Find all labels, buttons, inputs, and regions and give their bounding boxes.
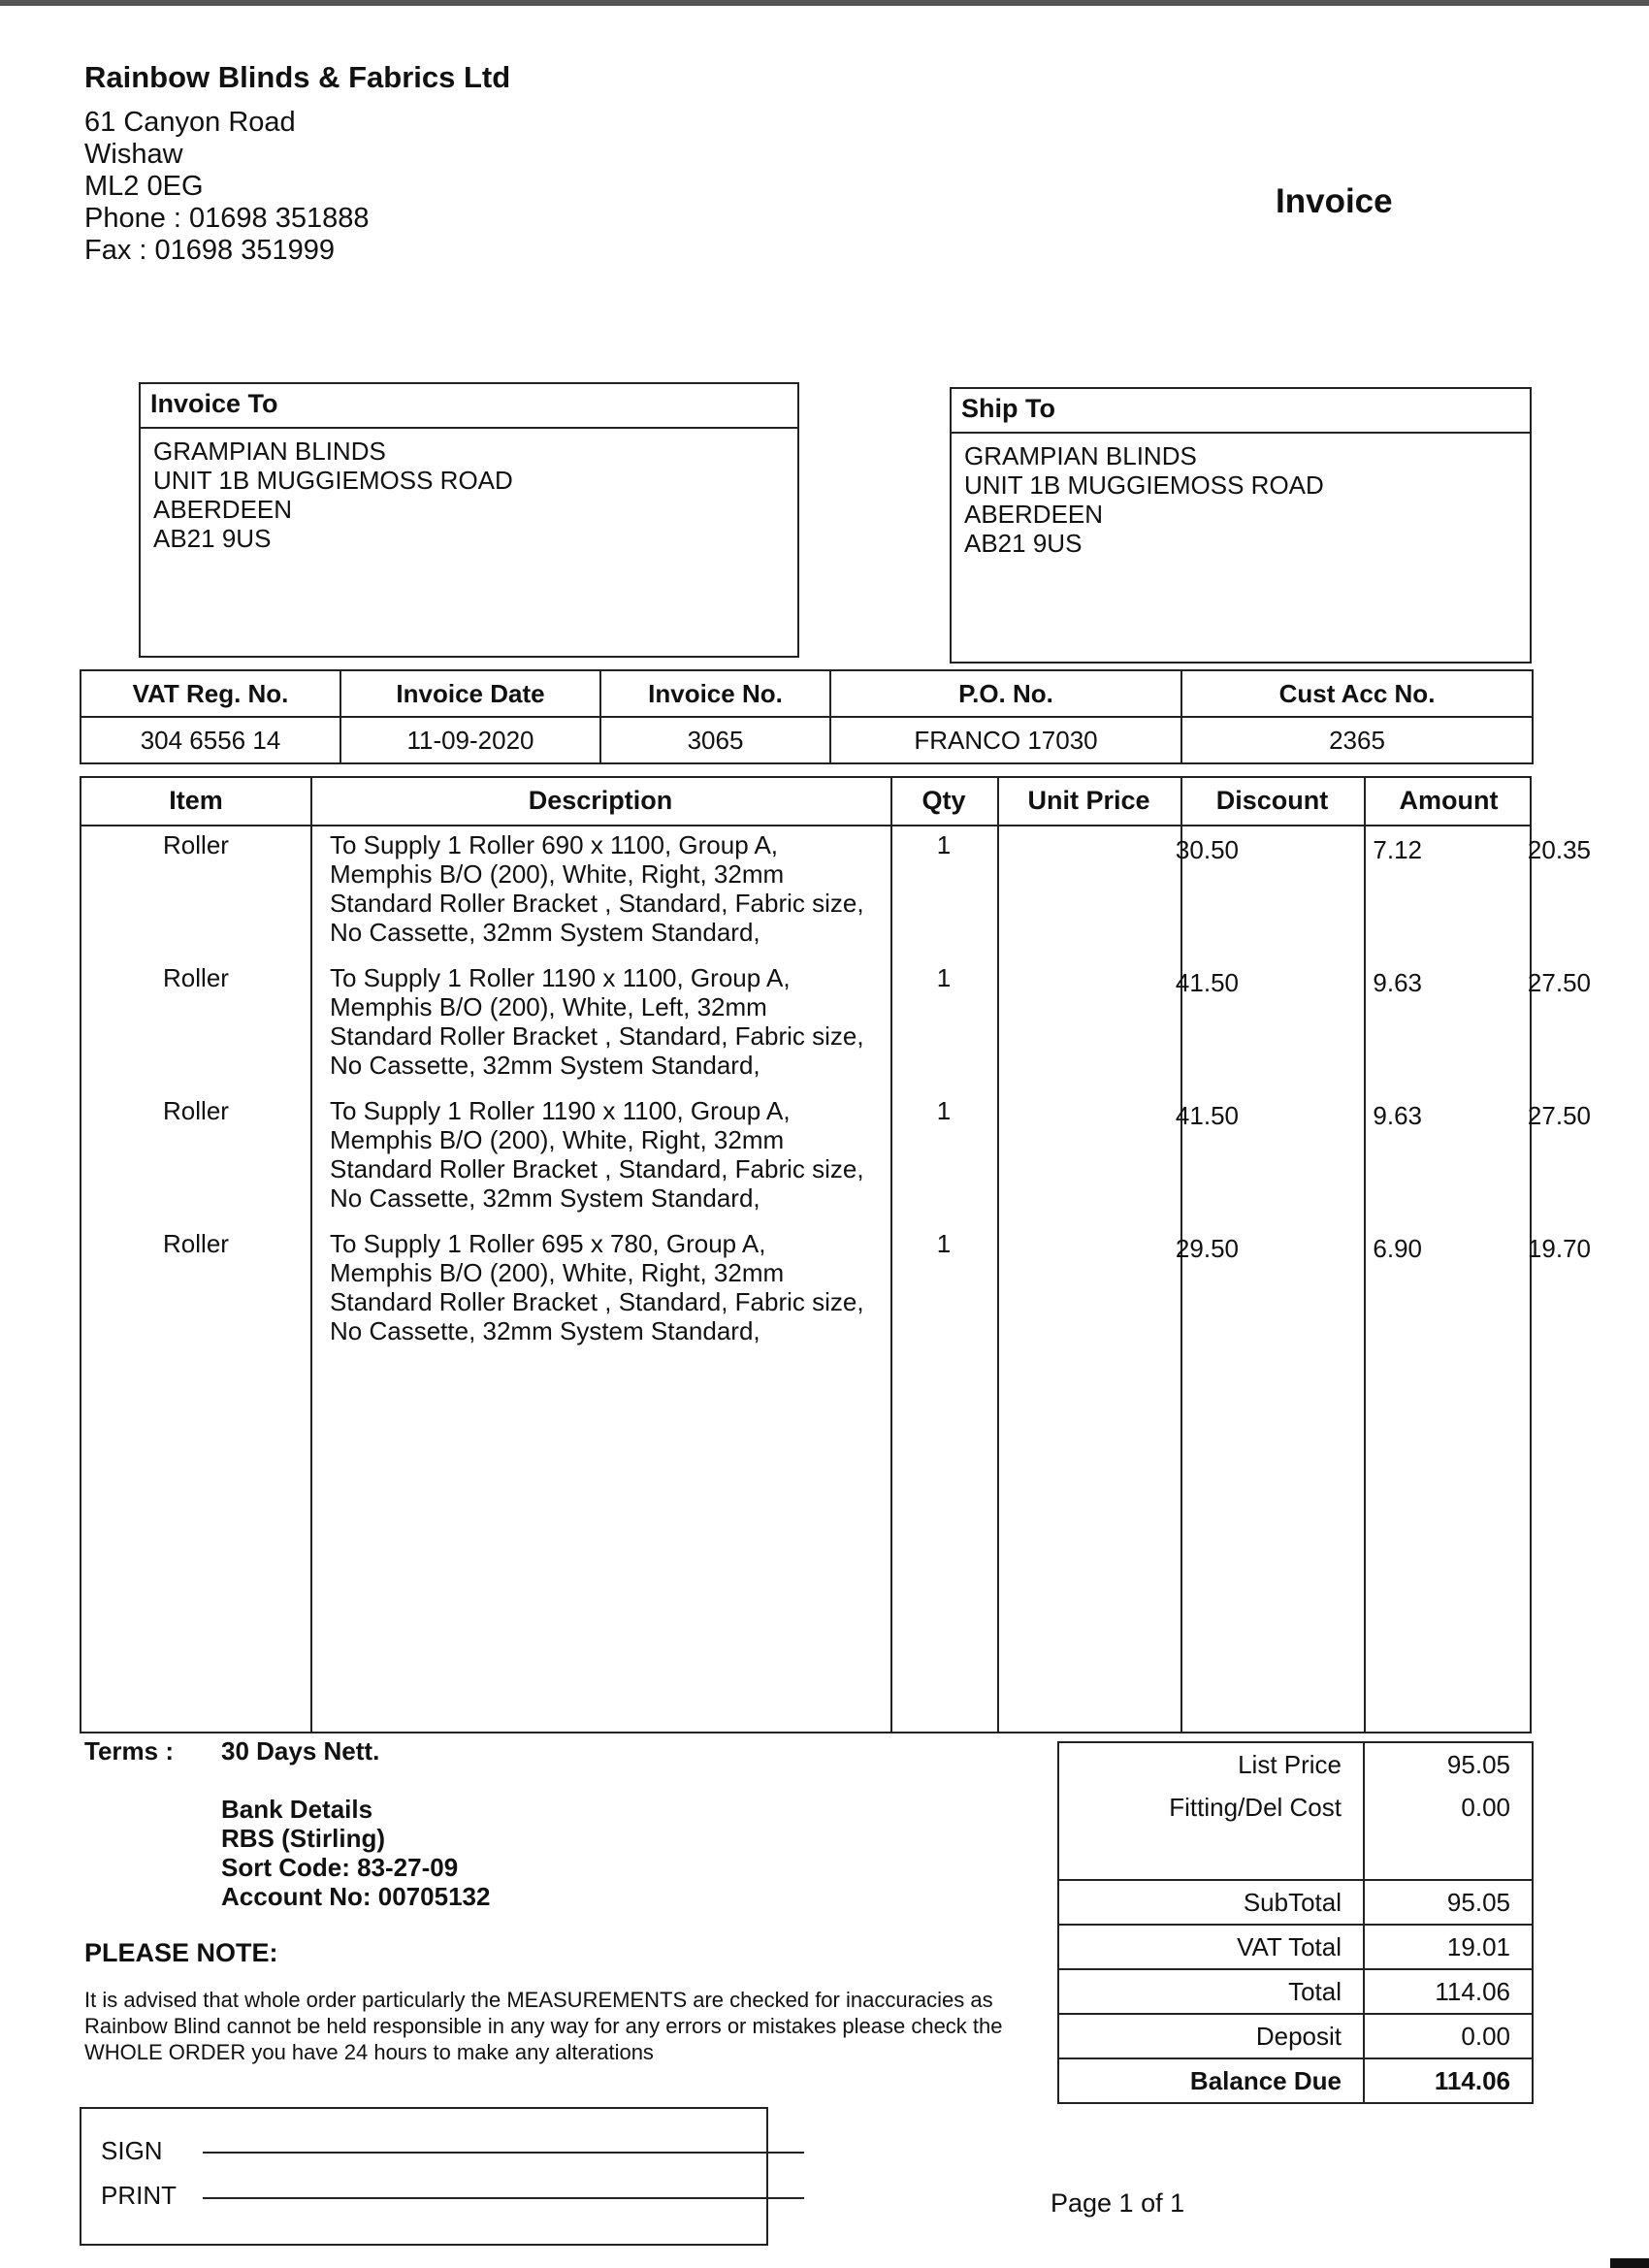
invoice-info-table: [80, 669, 1534, 764]
address-line: GRAMPIAN BLINDS: [964, 441, 1197, 470]
description-cell: [330, 1096, 970, 1213]
invoice-date-header: Invoice Date: [340, 670, 600, 717]
table-row: [81, 1229, 1591, 1362]
vat-reg-header: VAT Reg. No.: [81, 670, 340, 717]
company-name: Rainbow Blinds & Fabrics Ltd: [84, 60, 511, 94]
discount-header: Discount: [1215, 786, 1329, 815]
cust-acc-header: Cust Acc No.: [1181, 670, 1533, 717]
description-line: Memphis B/O (200), White, Left, 32mm: [330, 992, 767, 1021]
invoice-no-value: 3065: [600, 717, 830, 763]
total-label: Total: [1058, 1969, 1364, 2014]
qty-header: Qty: [922, 786, 966, 815]
fitting-value: 0.00: [1461, 1793, 1510, 1822]
total-value: 114.06: [1364, 1969, 1533, 2014]
unit-price-header: Unit Price: [1027, 786, 1150, 815]
address-line: ABERDEEN: [964, 500, 1104, 529]
unit-price-cell: 41.50: [1175, 968, 1239, 997]
invoice-no-header: Invoice No.: [600, 670, 830, 717]
note-text: It is advised that whole order particularly the MEASUREMENTS are checked for inaccuracies as Rainbow Blind cannot be held responsible in any way for any errors or mistakes please check the WHOLE ORDER you have 24 hours to make any alterations: [84, 1988, 1003, 2064]
terms-value: 30 Days Nett.: [221, 1736, 380, 1766]
bank-line: RBS (Stirling): [221, 1824, 385, 1853]
description-line: To Supply 1 Roller 690 x 1100, Group A,: [330, 830, 779, 859]
note-heading: PLEASE NOTE:: [84, 1938, 278, 1967]
list-price-value: 95.05: [1446, 1750, 1510, 1779]
description-line: No Cassette, 32mm System Standard,: [330, 1183, 760, 1213]
invoice-to-box: [139, 382, 799, 658]
address-line: ABERDEEN: [153, 495, 293, 524]
unit-price-cell: 29.50: [1175, 1234, 1239, 1263]
address-line: UNIT 1B MUGGIEMOSS ROAD: [964, 470, 1324, 500]
amount-cell: 20.35: [1527, 835, 1591, 864]
po-no-value: FRANCO 17030: [830, 717, 1181, 763]
charges-values: [1364, 1742, 1533, 1880]
phone-line: Phone : 01698 351888: [84, 203, 370, 234]
address-line: ML2 0EG: [84, 171, 204, 202]
po-no-header: P.O. No.: [830, 670, 1181, 717]
balance-row: [1058, 2058, 1533, 2103]
fax-line: Fax : 01698 351999: [84, 235, 335, 266]
ship-to-address: [952, 434, 1530, 558]
description-line: Memphis B/O (200), White, Right, 32mm: [330, 1258, 785, 1287]
address-line: GRAMPIAN BLINDS: [153, 437, 386, 466]
table-row: [81, 830, 1591, 963]
bank-line: Account No: 00705132: [221, 1882, 491, 1911]
address-line: UNIT 1B MUGGIEMOSS ROAD: [153, 466, 513, 495]
discount-cell: 9.63: [1373, 1101, 1422, 1130]
fitting-label: Fitting/Del Cost: [1169, 1793, 1342, 1822]
item-cell: Roller: [163, 830, 229, 859]
description-line: Memphis B/O (200), White, Right, 32mm: [330, 859, 785, 889]
balance-label: Balance Due: [1058, 2058, 1364, 2103]
document-title: Invoice: [1276, 182, 1393, 220]
address-line: AB21 9US: [964, 529, 1083, 558]
total-row: [1058, 1969, 1533, 2014]
charges-row: [1058, 1742, 1533, 1880]
subtotal-label: SubTotal: [1058, 1880, 1364, 1925]
vat-value: 19.01: [1364, 1925, 1533, 1969]
description-cell: [330, 1229, 970, 1345]
description-line: Standard Roller Bracket , Standard, Fabric size,: [330, 889, 864, 918]
discount-cell: 7.12: [1373, 835, 1422, 864]
table-row: [81, 1096, 1591, 1229]
invoice-to-label: Invoice To: [141, 384, 797, 429]
address-line: Wishaw: [84, 139, 183, 170]
deposit-label: Deposit: [1058, 2014, 1364, 2058]
description-line: To Supply 1 Roller 695 x 780, Group A,: [330, 1229, 766, 1258]
unit-price-cell: 30.50: [1175, 835, 1239, 864]
deposit-value: 0.00: [1364, 2014, 1533, 2058]
vat-row: [1058, 1925, 1533, 1969]
balance-value: 114.06: [1364, 2058, 1533, 2103]
items-table: [80, 776, 1591, 1733]
list-price-label: List Price: [1238, 1750, 1342, 1779]
scan-corner: [1610, 2258, 1649, 2268]
company-address: [84, 107, 370, 267]
qty-cell: 1: [936, 1096, 952, 1125]
invoice-to-address: [141, 429, 797, 553]
subtotal-value: 95.05: [1364, 1880, 1533, 1925]
description-cell: [330, 963, 970, 1080]
unit-price-cell: 41.50: [1175, 1101, 1239, 1130]
amount-header: Amount: [1399, 786, 1499, 815]
bank-line: Bank Details: [221, 1795, 373, 1824]
table-row: [81, 963, 1591, 1096]
charges-labels: [1058, 1742, 1364, 1880]
page-number: Page 1 of 1: [1051, 2188, 1185, 2218]
qty-cell: 1: [936, 1229, 952, 1258]
amount-cell: 19.70: [1527, 1234, 1591, 1263]
description-header: Description: [528, 786, 673, 815]
description-line: Standard Roller Bracket , Standard, Fabric size,: [330, 1287, 864, 1316]
info-value-row: [81, 717, 1533, 763]
discount-cell: 6.90: [1373, 1234, 1422, 1263]
discount-cell: 9.63: [1373, 968, 1422, 997]
description-line: No Cassette, 32mm System Standard,: [330, 1051, 760, 1080]
cust-acc-value: 2365: [1181, 717, 1533, 763]
description-line: To Supply 1 Roller 1190 x 1100, Group A,: [330, 963, 791, 992]
deposit-row: [1058, 2014, 1533, 2058]
signature-box: [80, 2107, 768, 2246]
amount-cell: 27.50: [1527, 968, 1591, 997]
vat-label: VAT Total: [1058, 1925, 1364, 1969]
item-cell: Roller: [163, 1096, 229, 1125]
bank-details: [221, 1795, 490, 1911]
vat-reg-value: 304 6556 14: [81, 717, 340, 763]
address-line: AB21 9US: [153, 524, 272, 553]
qty-cell: 1: [936, 963, 952, 992]
description-line: Standard Roller Bracket , Standard, Fabric size,: [330, 1154, 864, 1183]
subtotal-row: [1058, 1880, 1533, 1925]
info-header-row: [81, 670, 1533, 717]
print-label: PRINT: [101, 2181, 177, 2210]
bank-line: Sort Code: 83-27-09: [221, 1853, 459, 1882]
sign-label: SIGN: [101, 2136, 163, 2165]
description-line: No Cassette, 32mm System Standard,: [330, 918, 760, 947]
item-cell: Roller: [163, 1229, 229, 1258]
print-line[interactable]: [203, 2197, 804, 2199]
terms-label: Terms :: [84, 1736, 174, 1766]
ship-to-box: [950, 387, 1532, 664]
items-header-row: [81, 778, 1530, 826]
description-line: Standard Roller Bracket , Standard, Fabric size,: [330, 1021, 864, 1051]
totals-table: [1057, 1741, 1534, 2104]
scan-edge: [0, 0, 1649, 6]
amount-cell: 27.50: [1527, 1101, 1591, 1130]
description-line: To Supply 1 Roller 1190 x 1100, Group A,: [330, 1096, 791, 1125]
description-cell: [330, 830, 970, 947]
address-line: 61 Canyon Road: [84, 107, 296, 138]
description-line: Memphis B/O (200), White, Right, 32mm: [330, 1125, 785, 1154]
qty-cell: 1: [936, 830, 952, 859]
ship-to-label: Ship To: [952, 389, 1530, 434]
item-header: Item: [169, 786, 223, 815]
item-cell: Roller: [163, 963, 229, 992]
sign-line[interactable]: [203, 2152, 804, 2154]
description-line: No Cassette, 32mm System Standard,: [330, 1316, 760, 1345]
invoice-date-value: 11-09-2020: [340, 717, 600, 763]
